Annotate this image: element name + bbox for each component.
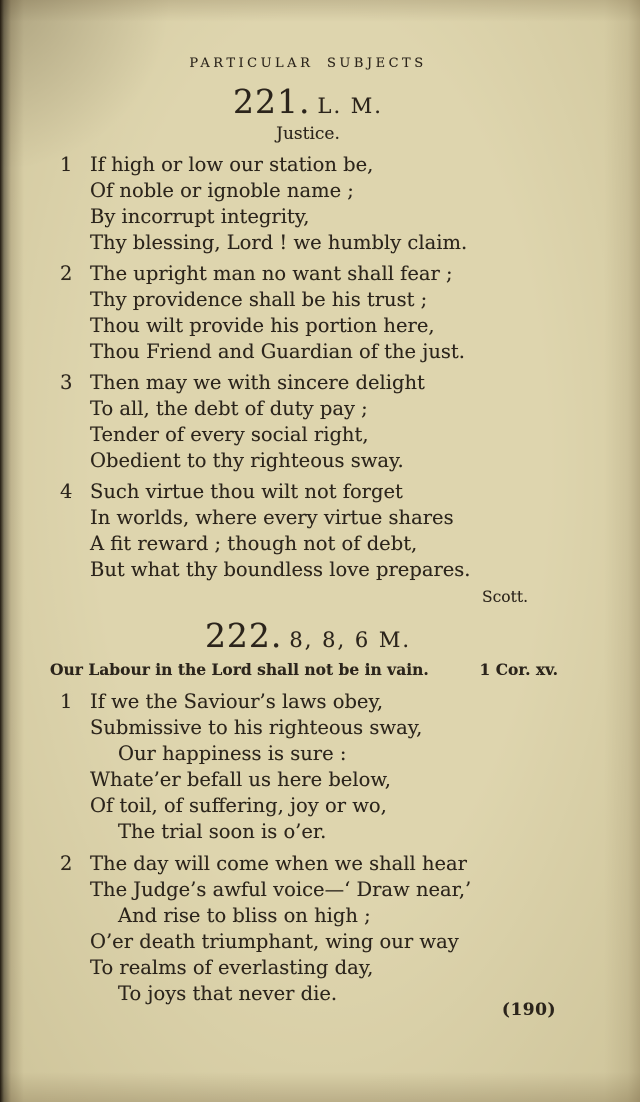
verse-line: Such virtue thou wilt not forget	[90, 480, 403, 503]
hymn-221-heading	[58, 84, 558, 120]
verse-line: Whate’er befall us here below,	[90, 768, 391, 791]
verse-line: O’er death triumphant, wing our way	[90, 930, 459, 953]
verse-line: Of toil, of suffering, joy or wo,	[90, 794, 387, 817]
hymn-meter: L. M.	[317, 94, 383, 118]
verse-line: Of noble or ignoble name ;	[90, 179, 354, 202]
page-number: (190)	[501, 1000, 556, 1020]
verse-line: The upright man no want shall fear ;	[90, 262, 453, 285]
verse-line: Then may we with sincere delight	[90, 371, 425, 394]
attribution: Scott.	[481, 588, 528, 606]
verse-line: The trial soon is o’er.	[118, 820, 327, 843]
verse-line: If we the Saviour’s laws obey,	[90, 690, 384, 713]
stanza	[58, 261, 558, 365]
stanza-number: 2	[60, 262, 73, 285]
hymn-222-heading	[58, 618, 558, 654]
verse-line: And rise to bliss on high ;	[118, 904, 371, 927]
hymn-meter: 8, 8, 6 M.	[289, 628, 412, 652]
verse-line: Thy providence shall be his trust ;	[90, 288, 428, 311]
verse-line: In worlds, where every virtue shares	[90, 506, 454, 529]
hymn-title: Justice.	[276, 124, 340, 144]
stanza-number: 1	[60, 153, 73, 176]
verse-line: Obedient to thy righteous sway.	[90, 449, 404, 472]
stanza	[58, 851, 558, 1007]
stanza-number: 4	[60, 480, 73, 503]
stanza-number: 3	[60, 371, 73, 394]
stanza	[58, 689, 558, 845]
verse-line: To realms of everlasting day,	[90, 956, 374, 979]
scripture-text: Our Labour in the Lord shall not be in vain.	[50, 660, 429, 679]
hymn-number: 222.	[204, 616, 283, 655]
hymn-222-stanzas	[58, 689, 558, 1007]
scripture-reference: 1 Cor. xv.	[479, 660, 558, 679]
verse-line: Submissive to his righteous sway,	[90, 716, 423, 739]
verse-line: The day will come when we shall hear	[90, 852, 468, 875]
stanza	[58, 370, 558, 474]
verse-line: Thou Friend and Guardian of the just.	[90, 340, 465, 363]
verse-line: To all, the debt of duty pay ;	[90, 397, 368, 420]
stanza-number: 2	[60, 852, 73, 875]
verse-line: But what thy boundless love prepares.	[90, 558, 471, 581]
verse-line: Our happiness is sure :	[118, 742, 347, 765]
verse-line: The Judge’s awful voice—‘ Draw near,’	[90, 878, 472, 901]
verse-line: By incorrupt integrity,	[90, 205, 310, 228]
scripture-line	[50, 660, 558, 680]
verse-line: If high or low our station be,	[90, 153, 374, 176]
page-content	[50, 0, 558, 1007]
hymn-221-stanzas	[58, 152, 558, 583]
verse-line: Thy blessing, Lord ! we humbly claim.	[90, 231, 468, 254]
verse-line: To joys that never die.	[118, 982, 338, 1005]
verse-line: A fit reward ; though not of debt,	[90, 532, 418, 555]
verse-line: Thou wilt provide his portion here,	[90, 314, 435, 337]
verse-line: Tender of every social right,	[90, 423, 369, 446]
hymn-number: 221.	[233, 82, 311, 121]
stanza	[58, 479, 558, 583]
running-header: PARTICULAR SUBJECTS	[189, 56, 427, 71]
stanza-number: 1	[60, 690, 73, 713]
stanza	[58, 152, 558, 256]
